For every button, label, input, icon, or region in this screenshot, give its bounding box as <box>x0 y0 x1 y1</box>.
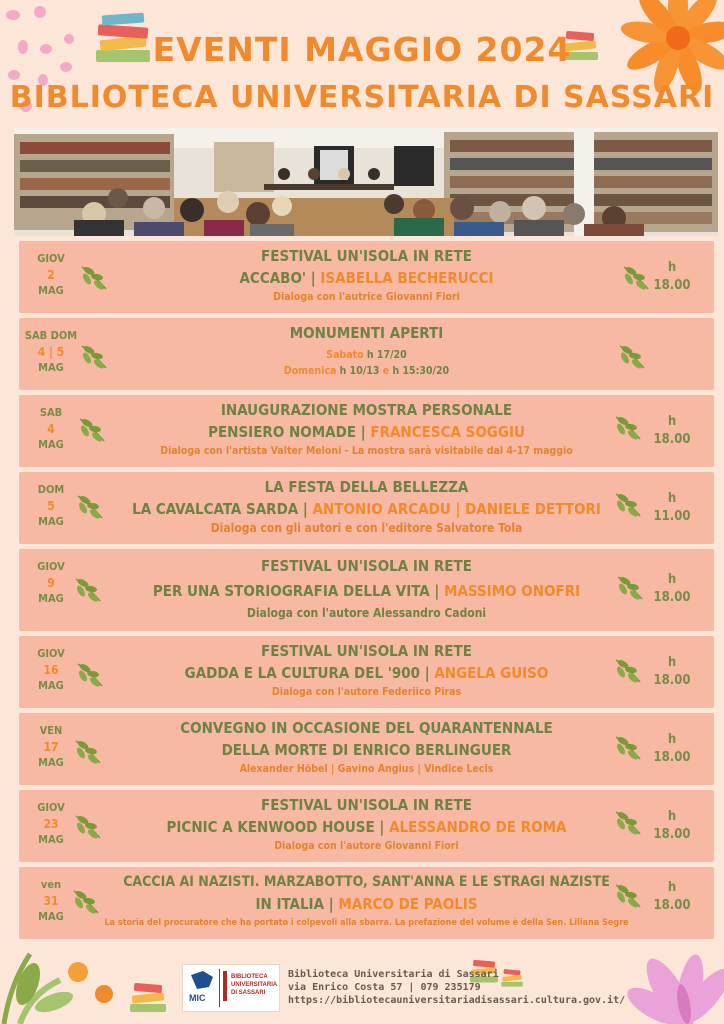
event-time: h 18.00 <box>653 732 691 765</box>
logo-line-3: DI SASSARI <box>231 990 266 996</box>
event-title: MONUMENTI APERTI <box>289 324 444 342</box>
event-subtitle: PER UNA STORIOGRAFIA DELLA VITA | MASSIMO ONOFRI <box>152 582 581 600</box>
library-logo <box>182 964 280 1012</box>
event-title: FESTIVAL UN'ISOLA IN RETE <box>261 796 472 814</box>
event-date: VEN 17 MAG <box>38 724 64 769</box>
event-date: DOM 5 MAG <box>37 483 65 528</box>
event-date: SAB 4 MAG <box>38 406 64 451</box>
event-card <box>19 472 714 544</box>
event-time: h 18.00 <box>653 655 691 688</box>
event-saturday-time: Sabato h 17/20 <box>326 349 407 361</box>
event-title: LA FESTA DELLA BELLEZZA <box>264 478 469 496</box>
event-title: CONVEGNO IN OCCASIONE DEL QUARANTENNALE <box>180 719 553 737</box>
event-subtitle: LA CAVALCATA SARDA | ANTONIO ARCADU | DANIELE DETTORI <box>132 500 601 518</box>
event-card <box>19 867 714 939</box>
leaf-icon <box>615 573 645 603</box>
logo-line-2: UNIVERSITARIA <box>231 982 278 988</box>
event-card <box>19 636 714 708</box>
event-body <box>89 399 644 459</box>
event-title: FESTIVAL UN'ISOLA IN RETE <box>261 642 472 660</box>
event-subtitle: IN ITALIA | MARCO DE PAOLIS <box>255 895 478 913</box>
event-description: La storia del procuratore che ha portato i colpevoli alla sbarra. La prefazione del volume è della Sen. Liliana Segre <box>104 918 629 928</box>
event-subtitle: ACCABO' | ISABELLA BECHERUCCI <box>239 269 494 287</box>
event-time: h 18.00 <box>653 414 691 447</box>
event-description: Dialoga con l'autore Giovanni Fiori <box>274 840 459 852</box>
event-time: h 18.00 <box>653 572 691 605</box>
event-body <box>89 245 644 305</box>
event-date: GIOV 23 MAG <box>37 801 65 846</box>
event-body <box>89 794 644 854</box>
library-event-photo <box>14 128 718 236</box>
event-description: Dialoga con l'autore Federiico Piras <box>271 686 462 698</box>
event-subtitle: DELLA MORTE DI ENRICO BERLINGUER <box>221 741 512 759</box>
footer-website-link[interactable]: https://bibliotecauniversitariadisassari.cultura.gov.it/ <box>288 995 626 1006</box>
event-card <box>19 790 714 862</box>
event-title: INAUGURAZIONE MOSTRA PERSONALE <box>220 401 513 419</box>
footer-contacts <box>288 968 625 1007</box>
logo-mic-text: MIC <box>189 993 206 1003</box>
event-date: GIOV 16 MAG <box>37 647 65 692</box>
event-body <box>89 717 644 777</box>
event-subtitle: GADDA E LA CULTURA DEL '900 | ANGELA GUISO <box>184 664 549 682</box>
event-subtitle: PICNIC A KENWOOD HOUSE | ALESSANDRO DE ROMA <box>166 818 567 836</box>
event-description: Dialoga con l'artista Valter Meloni - La mostra sarà visitabile dal 4-17 maggio <box>160 445 573 457</box>
footer-library-name: Biblioteca Universitaria di Sassari <box>288 969 499 980</box>
event-card <box>19 241 714 313</box>
footer-address: via Enrico Costa 57 | 079 235179 <box>288 982 481 993</box>
leaf-icon <box>613 413 643 443</box>
event-body <box>89 322 644 379</box>
event-time: h 18.00 <box>653 880 691 913</box>
event-time: h 11.00 <box>653 491 691 524</box>
event-date: GIOV 9 MAG <box>37 560 65 605</box>
event-time: h 18.00 <box>653 809 691 842</box>
leaf-icon <box>613 733 643 763</box>
logo-line-1: BIBLIOTECA <box>231 974 268 980</box>
page-subtitle: BIBLIOTECA UNIVERSITARIA DI SASSARI <box>9 80 715 115</box>
event-time: h 18.00 <box>653 260 691 293</box>
leaf-icon <box>613 656 643 686</box>
page-title: EVENTI MAGGIO 2024 <box>152 30 572 69</box>
event-card <box>19 318 714 390</box>
event-body <box>89 476 644 536</box>
event-title: FESTIVAL UN'ISOLA IN RETE <box>261 557 472 575</box>
event-title: CACCIA AI NAZISTI. MARZABOTTO, SANT'ANNA E LE STRAGI NAZISTE <box>123 874 610 890</box>
leaf-icon <box>613 490 643 520</box>
event-date: ven 31 MAG <box>38 878 64 923</box>
leaf-icon <box>613 881 643 911</box>
event-title: FESTIVAL UN'ISOLA IN RETE <box>261 247 472 265</box>
event-card <box>19 713 714 785</box>
event-description: Alexander Höbel | Gavino Angius | Vindice Lecis <box>239 763 494 775</box>
event-body <box>89 640 644 700</box>
event-date: GIOV 2 MAG <box>37 252 65 297</box>
event-description: Dialoga con gli autori e con l'editore Salvatore Tola <box>210 521 523 535</box>
event-subtitle: PENSIERO NOMADE | FRANCESCA SOGGIU <box>208 423 525 441</box>
leaf-icon <box>613 808 643 838</box>
event-description: Dialoga con l'autore Alessandro Cadoni <box>246 606 487 620</box>
books-icon <box>128 978 168 1014</box>
event-card <box>19 549 714 631</box>
event-description: Dialoga con l'autrice Giovanni Fiori <box>273 291 460 303</box>
event-card <box>19 395 714 467</box>
event-date: SAB DOM 4 | 5 MAG <box>24 329 78 374</box>
event-body <box>89 555 644 621</box>
plant-decoration <box>0 944 120 1024</box>
event-body <box>79 871 654 931</box>
leaf-icon <box>617 342 647 372</box>
event-sunday-time: Domenica h 10/13 e h 15:30/20 <box>283 365 450 377</box>
